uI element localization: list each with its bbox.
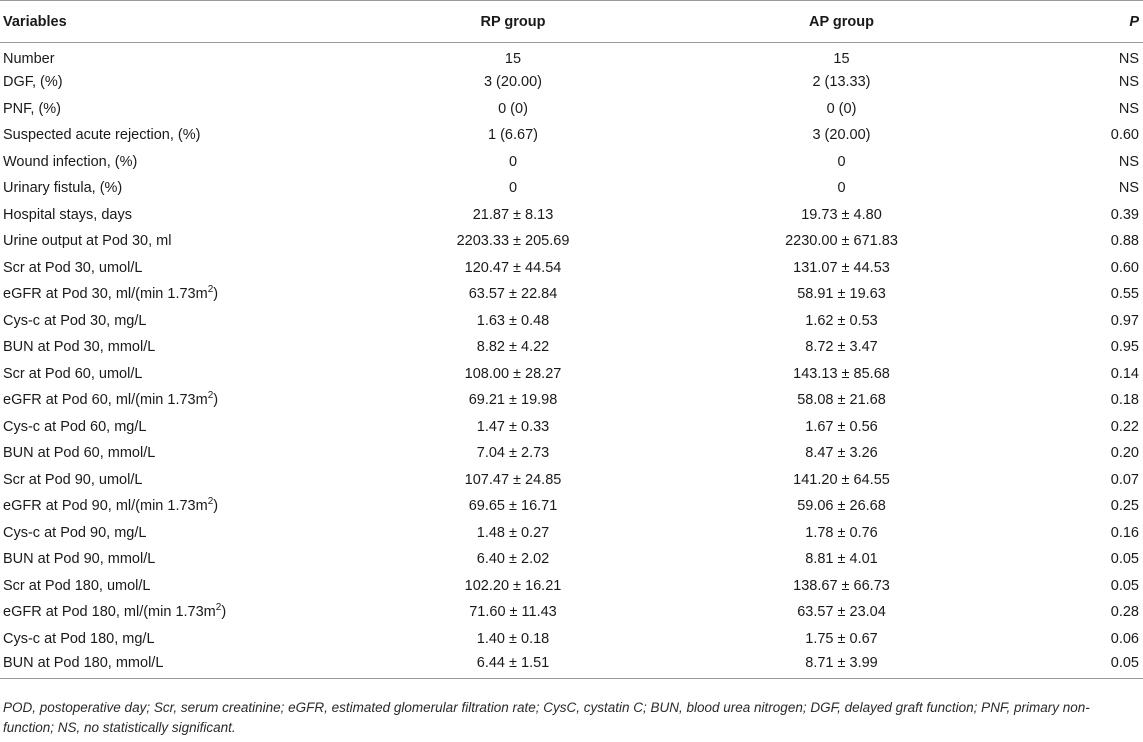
- cell-rp-group: 0 (0): [498, 100, 528, 117]
- cell-p-value: 0.39: [1110, 206, 1139, 223]
- cell-ap-group: 143.13 ± 85.68: [793, 365, 890, 382]
- cell-ap-group: 1.67 ± 0.56: [805, 418, 878, 435]
- cell-p-value: 0.06: [1110, 630, 1139, 647]
- cell-ap-group: 8.71 ± 3.99: [805, 655, 878, 671]
- cell-variable: [0, 361, 356, 388]
- cell-ap-group: 63.57 ± 23.04: [797, 604, 886, 621]
- cell-rp-group: 6.40 ± 2.02: [476, 551, 550, 568]
- cell-p-value: 0.60: [1110, 127, 1139, 144]
- cell-ap-group: 2230.00 ± 671.83: [785, 233, 898, 250]
- cell-ap-group: 131.07 ± 44.53: [793, 259, 890, 276]
- cell-variable: [0, 69, 356, 96]
- table-row: [0, 202, 1143, 229]
- cell-rp-group: 7.04 ± 2.73: [476, 445, 550, 462]
- variable-label: BUN at Pod 60, mmol/L: [3, 445, 156, 462]
- cell-rp-group: 63.57 ± 22.84: [468, 286, 558, 303]
- variable-label: Scr at Pod 90, umol/L: [3, 471, 143, 488]
- cell-rp-group: 69.65 ± 16.71: [468, 498, 558, 515]
- variable-label: Cys-c at Pod 90, mg/L: [3, 524, 147, 541]
- cell-variable: [0, 573, 356, 600]
- cell-p-value: 0.28: [1110, 604, 1139, 621]
- cell-variable: [0, 652, 356, 679]
- cell-ap-group: 0: [837, 153, 846, 170]
- cell-p-value: NS: [1118, 74, 1139, 91]
- header-ap-group: AP group: [809, 13, 874, 30]
- variable-superscript: 2: [207, 284, 214, 296]
- variable-label: eGFR at Pod 180, ml/(min 1.73m: [3, 604, 216, 621]
- cell-rp-group: 1 (6.67): [488, 127, 538, 144]
- cell-p-value: 0.88: [1110, 233, 1139, 250]
- variable-label: eGFR at Pod 60, ml/(min 1.73m: [3, 392, 208, 409]
- cell-rp-group: 71.60 ± 11.43: [469, 604, 557, 621]
- cell-p-value: 0.07: [1110, 471, 1139, 488]
- table-row: [0, 599, 1143, 626]
- cell-variable: [0, 255, 356, 282]
- cell-variable: [0, 414, 356, 441]
- table-row: [0, 626, 1143, 653]
- variable-label: BUN at Pod 90, mmol/L: [3, 551, 156, 568]
- table-row: [0, 281, 1143, 308]
- cell-rp-group: 3 (20.00): [483, 74, 543, 91]
- cell-rp-group: 102.20 ± 16.21: [464, 577, 562, 594]
- table-row: [0, 387, 1143, 414]
- cell-variable: [0, 520, 356, 547]
- table-row: [0, 546, 1143, 573]
- cell-rp-group: 108.00 ± 28.27: [464, 365, 562, 382]
- variable-label: Cys-c at Pod 60, mg/L: [3, 418, 147, 435]
- cell-p-value: 0.16: [1110, 524, 1139, 541]
- table-row: [0, 573, 1143, 600]
- variable-superscript: 2: [207, 496, 214, 508]
- cell-rp-group: 1.40 ± 0.18: [476, 630, 550, 647]
- table-row: [0, 122, 1143, 149]
- variable-label: Urinary fistula, (%): [3, 180, 123, 197]
- cell-variable: [0, 149, 356, 176]
- cell-p-value: 0.95: [1110, 339, 1139, 356]
- cell-ap-group: 3 (20.00): [812, 127, 871, 144]
- cell-ap-group: 58.91 ± 19.63: [797, 286, 886, 303]
- variable-label-tail: ): [213, 498, 219, 515]
- variable-label: Scr at Pod 30, umol/L: [3, 259, 143, 276]
- cell-p-value: NS: [1118, 100, 1139, 117]
- table-row: [0, 361, 1143, 388]
- variable-label: Scr at Pod 60, umol/L: [3, 365, 143, 382]
- cell-ap-group: 59.06 ± 26.68: [797, 498, 886, 515]
- cell-variable: [0, 599, 356, 626]
- cell-variable: [0, 308, 356, 335]
- cell-variable: [0, 122, 356, 149]
- header-rp-group: RP group: [480, 13, 546, 30]
- table-row: [0, 43, 1143, 70]
- table-row: [0, 467, 1143, 494]
- cell-ap-group: 15: [833, 50, 850, 67]
- cell-ap-group: 1.78 ± 0.76: [805, 524, 878, 541]
- table-header: [0, 1, 1143, 43]
- cell-variable: [0, 440, 356, 467]
- cell-p-value: 0.05: [1110, 577, 1139, 594]
- cell-variable: [0, 467, 356, 494]
- cell-p-value: 0.05: [1110, 655, 1139, 671]
- cell-p-value: NS: [1118, 180, 1139, 197]
- cell-p-value: 0.18: [1110, 392, 1139, 409]
- variable-superscript: 2: [215, 602, 222, 614]
- variable-label: BUN at Pod 30, mmol/L: [3, 339, 156, 356]
- table-row: [0, 96, 1143, 123]
- cell-variable: [0, 334, 356, 361]
- variable-superscript: 2: [207, 390, 214, 402]
- cell-ap-group: 1.75 ± 0.67: [805, 630, 878, 647]
- cell-rp-group: 2203.33 ± 205.69: [456, 233, 570, 250]
- variable-label: Number: [3, 50, 55, 67]
- cell-p-value: NS: [1118, 153, 1139, 170]
- cell-p-value: 0.20: [1110, 445, 1139, 462]
- cell-variable: [0, 493, 356, 520]
- cell-ap-group: 141.20 ± 64.55: [793, 471, 890, 488]
- cell-ap-group: 0: [837, 180, 846, 197]
- cell-variable: [0, 281, 356, 308]
- cell-variable: [0, 175, 356, 202]
- cell-p-value: 0.22: [1110, 418, 1139, 435]
- variable-label: Hospital stays, days: [3, 206, 132, 223]
- cell-rp-group: 69.21 ± 19.98: [468, 392, 558, 409]
- cell-ap-group: 2 (13.33): [812, 74, 871, 91]
- table-footnote: POD, postoperative day; Scr, serum creatinine; eGFR, estimated glomerular filtration rate; CysC, cystatin C; BUN, blood urea nitrogen; DGF, delayed graft function; PNF, primary non-function; NS, no statistically significant.: [3, 700, 1090, 735]
- table-row: [0, 308, 1143, 335]
- cell-rp-group: 1.63 ± 0.48: [476, 312, 550, 329]
- cell-ap-group: 8.81 ± 4.01: [805, 551, 878, 568]
- table-row: [0, 69, 1143, 96]
- cell-p-value: 0.97: [1110, 312, 1139, 329]
- header-p-value: P: [1129, 13, 1139, 30]
- table-row: [0, 149, 1143, 176]
- cell-p-value: 0.60: [1110, 259, 1139, 276]
- cell-p-value: 0.05: [1110, 551, 1139, 568]
- variable-label: Suspected acute rejection, (%): [3, 127, 201, 144]
- table-row: [0, 228, 1143, 255]
- cell-ap-group: 19.73 ± 4.80: [801, 206, 882, 223]
- table-row: [0, 652, 1143, 679]
- variable-label: Scr at Pod 180, umol/L: [3, 577, 151, 594]
- header-variables: Variables: [3, 13, 67, 30]
- table-row: [0, 440, 1143, 467]
- cell-ap-group: 0 (0): [826, 100, 857, 117]
- variable-label-tail: ): [213, 286, 219, 303]
- variable-label-tail: ): [221, 604, 227, 621]
- cell-variable: [0, 626, 356, 653]
- cell-p-value: 0.25: [1110, 498, 1139, 515]
- variable-label-tail: ): [213, 392, 219, 409]
- variable-label: PNF, (%): [3, 100, 61, 117]
- variable-label: eGFR at Pod 90, ml/(min 1.73m: [3, 498, 208, 515]
- cell-rp-group: 1.48 ± 0.27: [476, 524, 550, 541]
- cell-rp-group: 0: [508, 180, 518, 197]
- cell-ap-group: 8.72 ± 3.47: [805, 339, 878, 356]
- table-row: [0, 520, 1143, 547]
- variable-label: Cys-c at Pod 180, mg/L: [3, 630, 155, 647]
- variable-label: Cys-c at Pod 30, mg/L: [3, 312, 147, 329]
- variable-label: BUN at Pod 180, mmol/L: [3, 655, 164, 671]
- cell-variable: [0, 546, 356, 573]
- cell-variable: [0, 202, 356, 229]
- cell-p-value: 0.14: [1110, 365, 1139, 382]
- cell-rp-group: 1.47 ± 0.33: [476, 418, 550, 435]
- cell-rp-group: 15: [504, 50, 522, 67]
- variable-label: Wound infection, (%): [3, 153, 138, 170]
- table-row: [0, 493, 1143, 520]
- variable-label: eGFR at Pod 30, ml/(min 1.73m: [3, 286, 208, 303]
- header-row: [0, 1, 1143, 43]
- cell-ap-group: 1.62 ± 0.53: [805, 312, 878, 329]
- table-row: [0, 255, 1143, 282]
- cell-p-value: NS: [1118, 50, 1139, 67]
- cell-rp-group: 21.87 ± 8.13: [472, 206, 554, 223]
- cell-rp-group: 107.47 ± 24.85: [464, 471, 562, 488]
- cell-p-value: 0.55: [1110, 286, 1139, 303]
- cell-rp-group: 6.44 ± 1.51: [476, 655, 550, 671]
- table-row: [0, 175, 1143, 202]
- cell-variable: [0, 96, 356, 123]
- cell-ap-group: 138.67 ± 66.73: [793, 577, 890, 594]
- cell-rp-group: 8.82 ± 4.22: [476, 339, 550, 356]
- cell-rp-group: 120.47 ± 44.54: [464, 259, 562, 276]
- table-row: [0, 414, 1143, 441]
- table-body: [0, 43, 1143, 679]
- cell-variable: [0, 228, 356, 255]
- cell-rp-group: 0: [508, 153, 518, 170]
- variable-label: Urine output at Pod 30, ml: [3, 233, 172, 250]
- cell-variable: [0, 387, 356, 414]
- cell-ap-group: 58.08 ± 21.68: [797, 392, 886, 409]
- table-row: [0, 334, 1143, 361]
- variable-label: DGF, (%): [3, 74, 63, 91]
- cell-variable: [0, 43, 356, 70]
- cell-ap-group: 8.47 ± 3.26: [805, 445, 878, 462]
